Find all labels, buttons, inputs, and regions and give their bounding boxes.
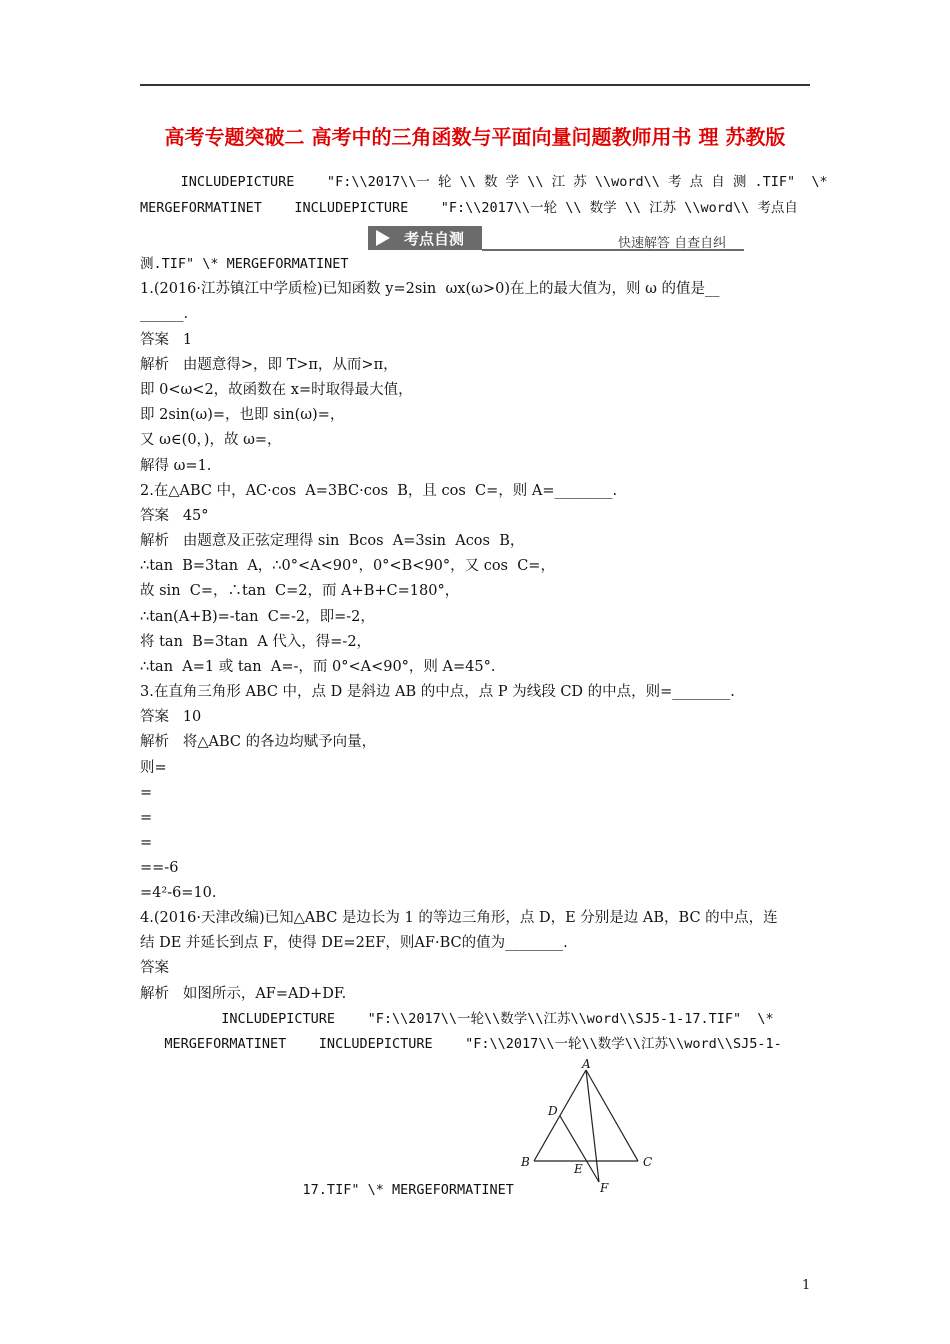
text-line: 故 sin C=，∴tan C=2，而 A+B+C=180°， <box>140 583 460 599</box>
text-line: INCLUDEPICTURE "F:\\2017\\一轮\\数学\\江苏\\word\\SJ5-1-17.TIF" \* <box>140 1011 774 1027</box>
text-line: INCLUDEPICTURE "F:\\2017\\一 轮 \\ 数 学 \\ 江 苏 \\word\\ 考 点 自 测 .TIF" \* <box>140 174 828 190</box>
text-line: 答案 <box>140 960 169 976</box>
text-line: 将 tan B=3tan A 代入，得=-2， <box>140 634 372 650</box>
banner-right-text: 快速解答 自查自纠 <box>618 236 727 251</box>
text-line: MERGEFORMATINET INCLUDEPICTURE "F:\\2017\\一轮\\数学\\江苏\\word\\SJ5-1- <box>140 1036 782 1052</box>
triangle-figure <box>510 1058 660 1198</box>
text-line: 解析 由题意得>，即 T>π，从而>π， <box>140 357 398 373</box>
text-line: 3.在直角三角形 ABC 中，点 D 是斜边 AB 的中点，点 P 为线段 CD 的中点，则=________. <box>140 684 735 700</box>
text-line: MERGEFORMATINET INCLUDEPICTURE "F:\\2017\\一轮 \\ 数学 \\ 江苏 \\word\\ 考点自 <box>140 200 798 216</box>
text-line: ∴tan A=1 或 tan A=-，而 0°<A<90°，则 A=45°. <box>140 659 496 675</box>
text-line: 答案 10 <box>140 709 202 725</box>
play-triangle-icon <box>376 230 390 246</box>
text-line: 17.TIF" \* MERGEFORMATINET <box>140 1182 514 1198</box>
banner-label: 考点自测 <box>404 230 465 248</box>
section-banner <box>368 226 744 252</box>
segment-af <box>586 1070 599 1182</box>
text-line: = <box>140 810 153 826</box>
label-f: F <box>600 1181 609 1195</box>
text-line: ==-6 <box>140 860 179 876</box>
text-line: 即 2sin(ω)=，也即 sin(ω)=， <box>140 407 345 423</box>
text-line: ∴tan(A+B)=-tan C=-2，即=-2， <box>140 609 375 625</box>
text-line: 测.TIF" \* MERGEFORMATINET <box>140 256 349 272</box>
text-line: 答案 1 <box>140 332 193 348</box>
label-e: E <box>574 1162 583 1176</box>
text-line: 结 DE 并延长到点 F，使得 DE=2EF，则AF·BC的值为________. <box>140 935 568 951</box>
text-line: 即 0<ω<2，故函数在 x=时取得最大值， <box>140 382 413 398</box>
page-title: 高考专题突破二 高考中的三角函数与平面向量问题教师用书 理 苏教版 <box>164 125 786 149</box>
text-line: =4²-6=10. <box>140 885 217 901</box>
text-line: 解得 ω=1. <box>140 458 212 474</box>
text-line: 4.(2016·天津改编)已知△ABC 是边长为 1 的等边三角形，点 D，E 分别是边 AB，BC 的中点，连 <box>140 910 778 926</box>
text-line: 1.(2016·江苏镇江中学质检)已知函数 y=2sin ωx(ω>0)在上的最大值为，则 ω 的值是__ <box>140 281 720 297</box>
label-a: A <box>582 1058 591 1071</box>
text-line: 解析 由题意及正弦定理得 sin Bcos A=3sin Acos B， <box>140 533 525 549</box>
text-line: ______. <box>140 306 189 322</box>
text-line: 解析 如图所示，AF=AD+DF. <box>140 986 347 1002</box>
label-b: B <box>521 1155 530 1169</box>
text-line: 又 ω∈(0，)，故 ω=， <box>140 432 282 448</box>
header-rule <box>140 84 810 86</box>
label-d: D <box>548 1104 558 1118</box>
text-line: 2.在△ABC 中，AC·cos A=3BC·cos B，且 cos C=，则 A=________. <box>140 483 618 499</box>
text-line: = <box>140 785 153 801</box>
label-c: C <box>643 1155 653 1169</box>
page-number: 1 <box>802 1278 811 1293</box>
text-line: = <box>140 835 153 851</box>
text-line: 答案 45° <box>140 508 209 524</box>
text-line: 解析 将△ABC 的各边均赋予向量， <box>140 734 377 750</box>
text-line: 则= <box>140 760 167 776</box>
text-line: ∴tan B=3tan A，∴0°<A<90°，0°<B<90°，又 cos C=， <box>140 558 555 574</box>
edge-ac <box>586 1070 638 1161</box>
